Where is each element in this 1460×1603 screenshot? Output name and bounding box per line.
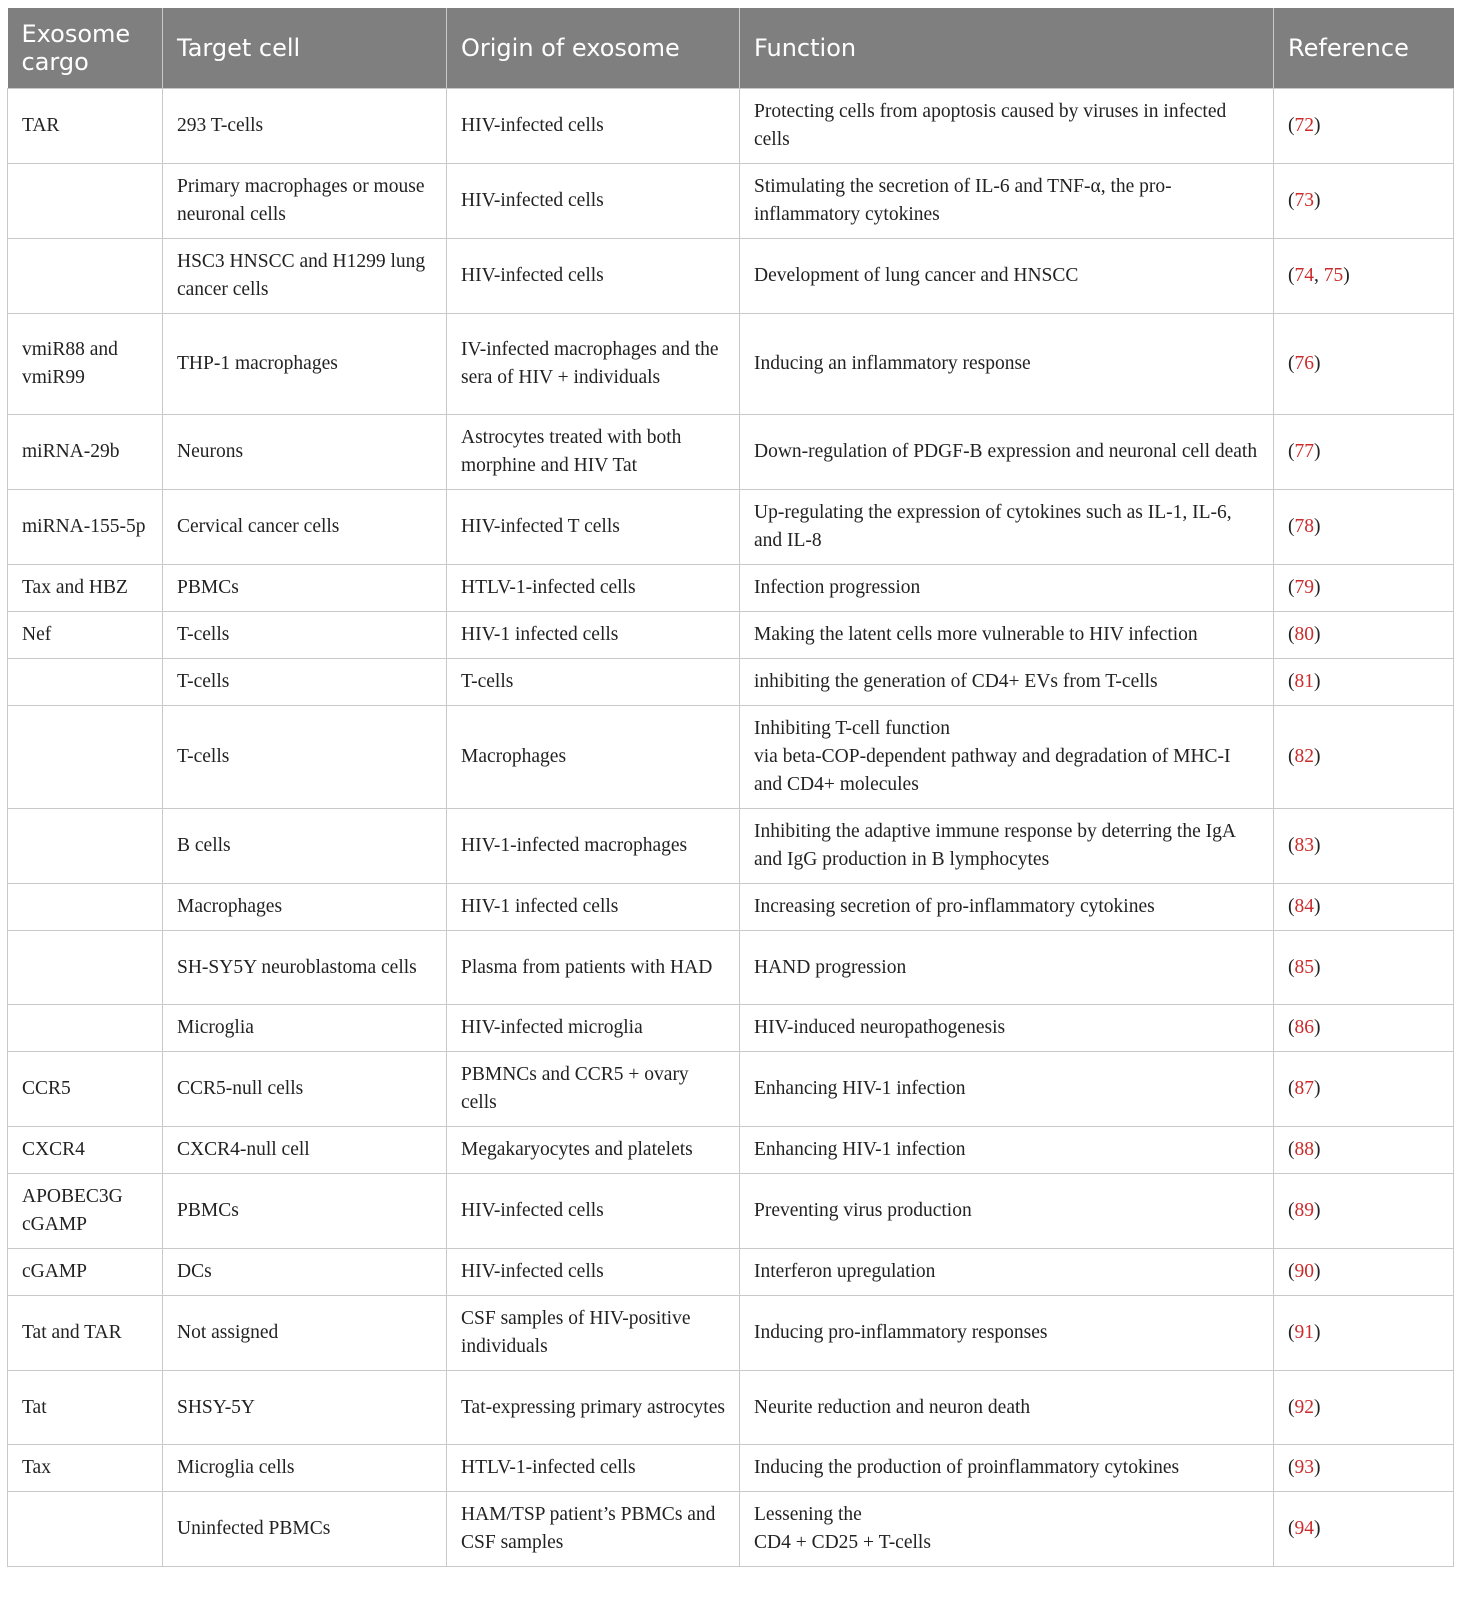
function-cell: Making the latent cells more vulnerable to HIV infection xyxy=(740,612,1274,659)
origin-cell: HIV-infected cells xyxy=(447,89,740,164)
exosome-table xyxy=(7,8,1454,1567)
cargo-cell: CCR5 xyxy=(8,1052,163,1127)
reference-link[interactable]: 92 xyxy=(1294,1396,1314,1418)
cargo-cell xyxy=(8,884,163,931)
reference-link[interactable]: 75 xyxy=(1323,265,1344,286)
reference-cell: (87) xyxy=(1274,1052,1454,1127)
cargo-cell: cGAMP xyxy=(8,1249,163,1296)
origin-cell: HIV-infected cells xyxy=(447,239,740,314)
reference-cell: (94) xyxy=(1274,1492,1454,1567)
table-row xyxy=(8,1492,1454,1567)
reference-cell: (81) xyxy=(1274,659,1454,706)
target-cell: Uninfected PBMCs xyxy=(163,1492,447,1567)
table-row xyxy=(8,1249,1454,1296)
origin-cell: Plasma from patients with HAD xyxy=(447,931,740,1005)
origin-cell: T-cells xyxy=(447,659,740,706)
reference-link[interactable]: 80 xyxy=(1294,624,1314,645)
target-cell: PBMCs xyxy=(163,1174,447,1249)
origin-cell: Macrophages xyxy=(447,706,740,809)
reference-cell: (82) xyxy=(1274,706,1454,809)
reference-link[interactable]: 78 xyxy=(1294,516,1314,537)
reference-cell: (83) xyxy=(1274,809,1454,884)
reference-link[interactable]: 72 xyxy=(1294,115,1314,136)
function-cell: HAND progression xyxy=(740,931,1274,1005)
table-row xyxy=(8,1445,1454,1492)
table-row xyxy=(8,1052,1454,1127)
origin-cell: HIV-infected cells xyxy=(447,164,740,239)
reference-cell: (93) xyxy=(1274,1445,1454,1492)
reference-cell: (79) xyxy=(1274,565,1454,612)
origin-cell: HIV-1-infected macrophages xyxy=(447,809,740,884)
table-row xyxy=(8,931,1454,1005)
cargo-cell xyxy=(8,931,163,1005)
function-cell: Development of lung cancer and HNSCC xyxy=(740,239,1274,314)
table-row xyxy=(8,314,1454,415)
target-cell: T-cells xyxy=(163,612,447,659)
cargo-cell xyxy=(8,1492,163,1567)
header-reference: Reference xyxy=(1274,8,1454,89)
reference-link[interactable]: 88 xyxy=(1294,1139,1314,1160)
origin-cell: Tat-expressing primary astrocytes xyxy=(447,1371,740,1445)
reference-link[interactable]: 82 xyxy=(1294,746,1314,767)
reference-cell: (84) xyxy=(1274,884,1454,931)
reference-link[interactable]: 94 xyxy=(1294,1518,1314,1539)
reference-cell: (89) xyxy=(1274,1174,1454,1249)
reference-link[interactable]: 77 xyxy=(1294,441,1314,462)
function-cell: Lessening the CD4 + CD25 + T-cells xyxy=(740,1492,1274,1567)
origin-cell: IV-infected macrophages and the sera of HIV + individuals xyxy=(447,314,740,415)
function-cell: HIV-induced neuropathogenesis xyxy=(740,1005,1274,1052)
reference-cell: (90) xyxy=(1274,1249,1454,1296)
function-cell: Infection progression xyxy=(740,565,1274,612)
function-cell: Stimulating the secretion of IL-6 and TNF-α, the pro-inflammatory cytokines xyxy=(740,164,1274,239)
reference-cell: (88) xyxy=(1274,1127,1454,1174)
function-cell: Increasing secretion of pro-inflammatory cytokines xyxy=(740,884,1274,931)
reference-link[interactable]: 85 xyxy=(1294,956,1314,978)
table-row xyxy=(8,884,1454,931)
origin-cell: HIV-infected microglia xyxy=(447,1005,740,1052)
origin-cell: HAM/TSP patient’s PBMCs and CSF samples xyxy=(447,1492,740,1567)
header-row xyxy=(8,8,1454,89)
cargo-cell xyxy=(8,809,163,884)
table-row xyxy=(8,612,1454,659)
table-row xyxy=(8,1296,1454,1371)
reference-link[interactable]: 91 xyxy=(1294,1322,1314,1343)
origin-cell: HIV-infected cells xyxy=(447,1174,740,1249)
target-cell: Primary macrophages or mouse neuronal cells xyxy=(163,164,447,239)
table-row xyxy=(8,565,1454,612)
table-row xyxy=(8,1127,1454,1174)
cargo-cell: miRNA-155-5p xyxy=(8,490,163,565)
cargo-cell xyxy=(8,706,163,809)
header-exosome-cargo: Exosome cargo xyxy=(8,8,163,89)
target-cell: PBMCs xyxy=(163,565,447,612)
target-cell: CCR5-null cells xyxy=(163,1052,447,1127)
cargo-cell: Tat and TAR xyxy=(8,1296,163,1371)
target-cell: T-cells xyxy=(163,659,447,706)
target-cell: Microglia cells xyxy=(163,1445,447,1492)
function-cell: Enhancing HIV-1 infection xyxy=(740,1052,1274,1127)
function-cell: Inducing an inflammatory response xyxy=(740,314,1274,415)
table-row xyxy=(8,239,1454,314)
table-row xyxy=(8,490,1454,565)
table-row xyxy=(8,415,1454,490)
table-row xyxy=(8,1174,1454,1249)
reference-cell: (85) xyxy=(1274,931,1454,1005)
cargo-cell: Tat xyxy=(8,1371,163,1445)
function-cell: Protecting cells from apoptosis caused by viruses in infected cells xyxy=(740,89,1274,164)
reference-cell: (74, 75) xyxy=(1274,239,1454,314)
reference-cell: (77) xyxy=(1274,415,1454,490)
cargo-cell: APOBEC3G cGAMP xyxy=(8,1174,163,1249)
header-function: Function xyxy=(740,8,1274,89)
cargo-cell: Tax and HBZ xyxy=(8,565,163,612)
function-cell: inhibiting the generation of CD4+ EVs from T-cells xyxy=(740,659,1274,706)
table-row xyxy=(8,809,1454,884)
target-cell: HSC3 HNSCC and H1299 lung cancer cells xyxy=(163,239,447,314)
reference-cell: (72) xyxy=(1274,89,1454,164)
origin-cell: HTLV-1-infected cells xyxy=(447,1445,740,1492)
cargo-cell: TAR xyxy=(8,89,163,164)
origin-cell: HTLV-1-infected cells xyxy=(447,565,740,612)
table-row xyxy=(8,659,1454,706)
reference-link[interactable]: 84 xyxy=(1294,896,1314,917)
target-cell: B cells xyxy=(163,809,447,884)
reference-link[interactable]: 89 xyxy=(1294,1200,1314,1221)
reference-cell: (92) xyxy=(1274,1371,1454,1445)
cargo-cell xyxy=(8,239,163,314)
target-cell: Neurons xyxy=(163,415,447,490)
cargo-cell xyxy=(8,659,163,706)
target-cell: DCs xyxy=(163,1249,447,1296)
origin-cell: Astrocytes treated with both morphine and HIV Tat xyxy=(447,415,740,490)
cargo-cell: miRNA-29b xyxy=(8,415,163,490)
cargo-cell: Tax xyxy=(8,1445,163,1492)
origin-cell: CSF samples of HIV-positive individuals xyxy=(447,1296,740,1371)
target-cell: CXCR4-null cell xyxy=(163,1127,447,1174)
cargo-cell: Nef xyxy=(8,612,163,659)
reference-cell: (78) xyxy=(1274,490,1454,565)
header-target-cell: Target cell xyxy=(163,8,447,89)
function-cell: Enhancing HIV-1 infection xyxy=(740,1127,1274,1174)
reference-cell: (91) xyxy=(1274,1296,1454,1371)
reference-link[interactable]: 73 xyxy=(1294,190,1314,211)
reference-link[interactable]: 76 xyxy=(1294,353,1314,374)
reference-link[interactable]: 90 xyxy=(1294,1261,1314,1282)
reference-link[interactable]: 79 xyxy=(1294,577,1314,598)
function-cell: Preventing virus production xyxy=(740,1174,1274,1249)
reference-cell: (80) xyxy=(1274,612,1454,659)
target-cell: 293 T-cells xyxy=(163,89,447,164)
table-row xyxy=(8,1371,1454,1445)
target-cell: Microglia xyxy=(163,1005,447,1052)
reference-cell: (86) xyxy=(1274,1005,1454,1052)
function-cell: Interferon upregulation xyxy=(740,1249,1274,1296)
function-cell: Inducing pro-inflammatory responses xyxy=(740,1296,1274,1371)
function-cell: Down-regulation of PDGF-B expression and neuronal cell death xyxy=(740,415,1274,490)
table-row xyxy=(8,164,1454,239)
origin-cell: HIV-infected T cells xyxy=(447,490,740,565)
origin-cell: PBMNCs and CCR5 + ovary cells xyxy=(447,1052,740,1127)
reference-cell: (76) xyxy=(1274,314,1454,415)
reference-link[interactable]: 93 xyxy=(1294,1457,1314,1478)
origin-cell: HIV-1 infected cells xyxy=(447,884,740,931)
table-row xyxy=(8,89,1454,164)
target-cell: THP-1 macrophages xyxy=(163,314,447,415)
target-cell: Not assigned xyxy=(163,1296,447,1371)
table-row xyxy=(8,1005,1454,1052)
reference-cell: (73) xyxy=(1274,164,1454,239)
reference-link[interactable]: 74 xyxy=(1294,265,1314,286)
cargo-cell xyxy=(8,164,163,239)
header-origin: Origin of exosome xyxy=(447,8,740,89)
function-cell: Neurite reduction and neuron death xyxy=(740,1371,1274,1445)
reference-link[interactable]: 83 xyxy=(1294,835,1314,856)
function-cell: Up-regulating the expression of cytokines such as IL-1, IL-6, and IL-8 xyxy=(740,490,1274,565)
function-cell: Inhibiting T-cell function via beta-COP-dependent pathway and degradation of MHC-I and CD4+ molecules xyxy=(740,706,1274,809)
origin-cell: Megakaryocytes and platelets xyxy=(447,1127,740,1174)
function-cell: Inducing the production of proinflammatory cytokines xyxy=(740,1445,1274,1492)
cargo-cell: CXCR4 xyxy=(8,1127,163,1174)
target-cell: T-cells xyxy=(163,706,447,809)
cargo-cell: vmiR88 and vmiR99 xyxy=(8,314,163,415)
target-cell: SHSY-5Y xyxy=(163,1371,447,1445)
cargo-cell xyxy=(8,1005,163,1052)
origin-cell: HIV-infected cells xyxy=(447,1249,740,1296)
target-cell: Macrophages xyxy=(163,884,447,931)
function-cell: Inhibiting the adaptive immune response by deterring the IgA and IgG production in B lymphocytes xyxy=(740,809,1274,884)
reference-link[interactable]: 87 xyxy=(1294,1078,1314,1099)
origin-cell: HIV-1 infected cells xyxy=(447,612,740,659)
table-row xyxy=(8,706,1454,809)
target-cell: Cervical cancer cells xyxy=(163,490,447,565)
reference-link[interactable]: 86 xyxy=(1294,1017,1314,1038)
reference-link[interactable]: 81 xyxy=(1294,671,1314,692)
target-cell: SH-SY5Y neuroblastoma cells xyxy=(163,931,447,1005)
